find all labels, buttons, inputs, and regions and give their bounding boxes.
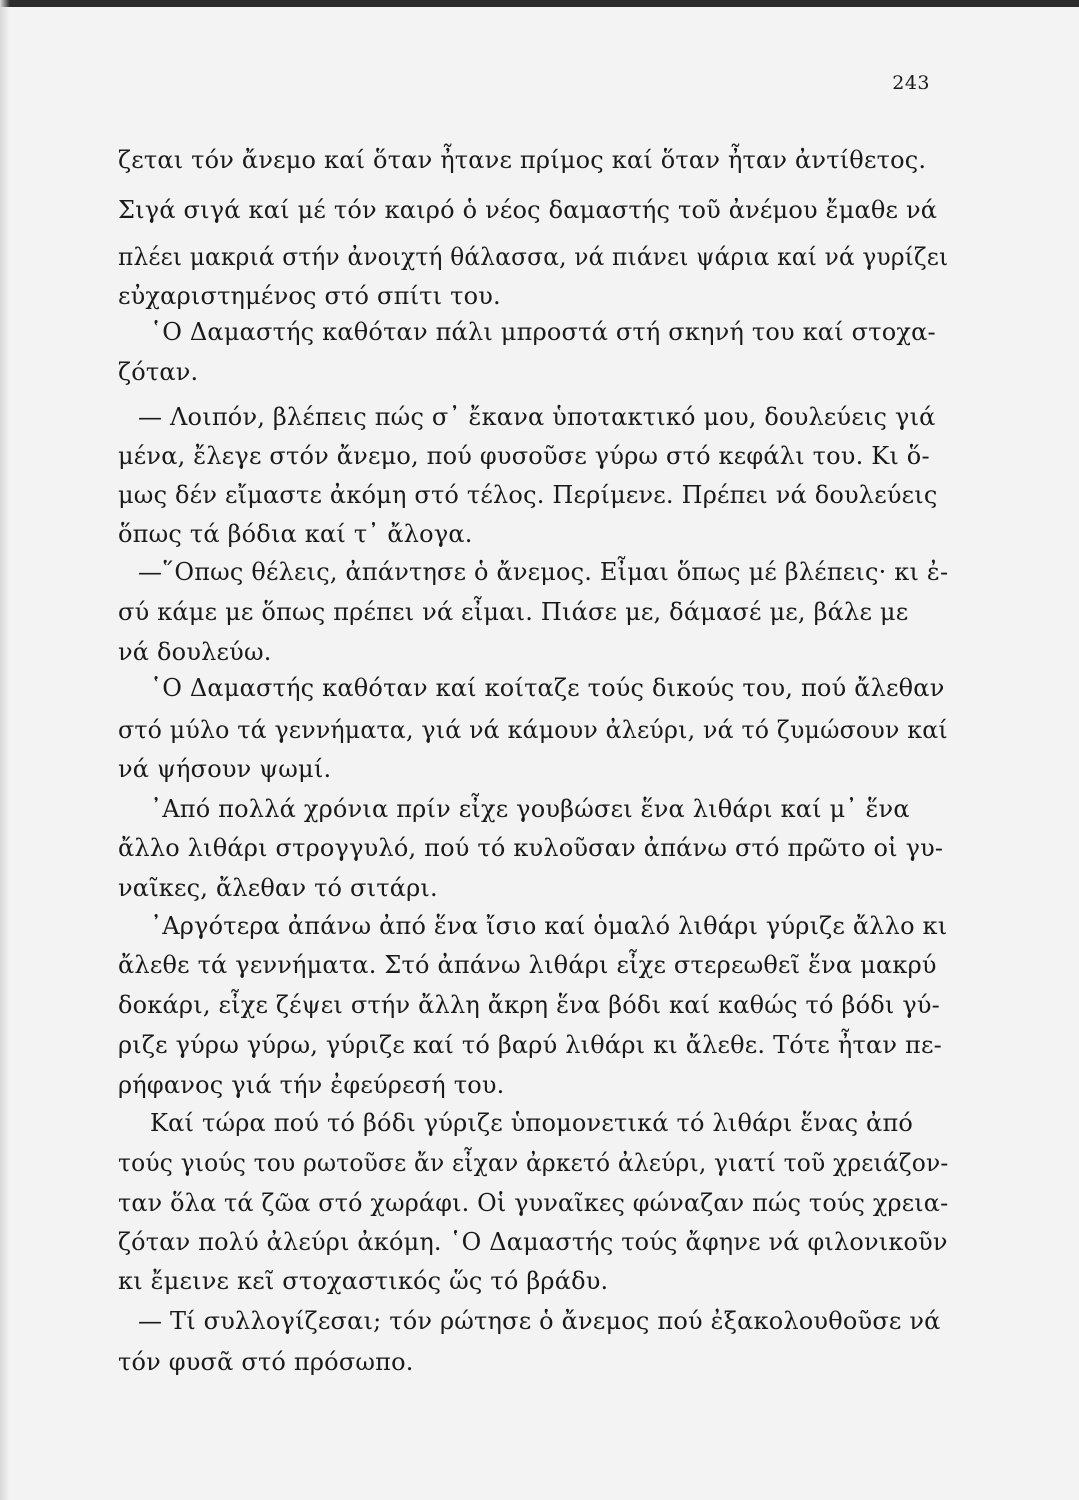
text-line: μένα, ἔλεγε στόν ἄνεμο, πού φυσοῦσε γύρω στό κεφάλι του. Κι ὅ- bbox=[118, 442, 930, 470]
text-line: ᾽Από πολλά χρόνια πρίν εἶχε γουβώσει ἕνα λιθάρι καί μ᾽ ἕνα bbox=[150, 795, 910, 823]
text-line: ᾽Αργότερα ἀπάνω ἀπό ἕνα ἴσιο καί ὁμαλό λιθάρι γύριζε ἄλλο κι bbox=[150, 912, 948, 940]
text-line: Σιγά σιγά καί μέ τόν καιρό ὁ νέος δαμαστής τοῦ ἀνέμου ἔμαθε νά bbox=[118, 196, 938, 224]
text-line: Καί τώρα πού τό βόδι γύριζε ὑπομονετικά τό λιθάρι ἕνας ἀπό bbox=[150, 1109, 914, 1137]
text-line: τούς γιούς του ρωτοῦσε ἄν εἶχαν ἀρκετό ἀλεύρι, γιατί τοῦ χρειάζον- bbox=[118, 1149, 949, 1177]
text-line: ἄλλο λιθάρι στρογγυλό, πού τό κυλοῦσαν ἀπάνω στό πρῶτο οἱ γυ- bbox=[118, 834, 944, 862]
text-line: σύ κάμε με ὅπως πρέπει νά εἶμαι. Πιάσε με, δάμασέ με, βάλε με bbox=[118, 598, 909, 626]
text-line: ῾Ο Δαμαστής καθόταν καί κοίταζε τούς δικούς του, πού ἄλεθαν bbox=[150, 674, 945, 702]
page-number: 243 bbox=[892, 72, 930, 94]
page-gutter-shadow bbox=[0, 0, 10, 1500]
text-line: ῾Ο Δαμαστής καθόταν πάλι μπροστά στή σκηνή του καί στοχα- bbox=[150, 318, 936, 346]
text-line: ζόταν. bbox=[118, 358, 199, 386]
text-line: μως δέν εἴμαστε ἀκόμη στό τέλος. Περίμενε. Πρέπει νά δουλεύεις bbox=[118, 481, 938, 509]
text-line: πλέει μακριά στήν ἀνοιχτή θάλασσα, νά πιάνει ψάρια καί νά γυρίζει bbox=[118, 243, 949, 271]
text-line: τόν φυσᾶ στό πρόσωπο. bbox=[118, 1348, 414, 1376]
text-line: ριζε γύρω γύρω, γύριζε καί τό βαρύ λιθάρι κι ἄλεθε. Τότε ἦταν πε- bbox=[118, 1031, 942, 1059]
text-line: κι ἔμεινε κεῖ στοχαστικός ὥς τό βράδυ. bbox=[118, 1267, 609, 1295]
text-line: — Τί συλλογίζεσαι; τόν ρώτησε ὁ ἄνεμος πού ἐξακολουθοῦσε νά bbox=[138, 1307, 941, 1335]
text-line: δοκάρι, εἶχε ζέψει στήν ἄλλη ἄκρη ἕνα βόδι καί καθώς τό βόδι γύ- bbox=[118, 991, 940, 1019]
text-line: ναῖκες, ἄλεθαν τό σιτάρι. bbox=[118, 874, 438, 902]
text-line: ταν ὅλα τά ζῶα στό χωράφι. Οἱ γυναῖκες φώναζαν πώς τούς χρεια- bbox=[118, 1189, 949, 1217]
text-line: — Λοιπόν, βλέπεις πώς σ᾽ ἔκανα ὑποτακτικό μου, δουλεύεις γιά bbox=[138, 403, 936, 431]
text-line: νά ψήσουν ψωμί. bbox=[118, 755, 332, 783]
text-line: στό μύλο τά γεννήματα, γιά νά κάμουν ἀλεύρι, νά τό ζυμώσουν καί bbox=[118, 716, 948, 744]
text-line: —῞Οπως θέλεις, ἀπάντησε ὁ ἄνεμος. Εἶμαι ὅπως μέ βλέπεις· κι ἐ- bbox=[138, 558, 949, 586]
text-line: ζόταν πολύ ἀλεύρι ἀκόμη. ῾Ο Δαμαστής τούς ἄφηνε νά φιλονικοῦν bbox=[118, 1228, 948, 1256]
text-line: ἄλεθε τά γεννήματα. Στό ἀπάνω λιθάρι εἶχε στερεωθεῖ ἕνα μακρύ bbox=[118, 951, 937, 979]
text-line: ζεται τόν ἄνεμο καί ὅταν ἦτανε πρίμος καί ὅταν ἦταν ἀντίθετος. bbox=[118, 146, 927, 174]
text-line: νά δουλεύω. bbox=[118, 638, 272, 666]
text-line: εὐχαριστημένος στό σπίτι του. bbox=[118, 282, 501, 310]
page-top-edge bbox=[0, 0, 1079, 7]
text-line: ρήφανος γιά τήν ἐφεύρεσή του. bbox=[118, 1071, 505, 1099]
text-line: ὅπως τά βόδια καί τ᾽ ἄλογα. bbox=[118, 520, 473, 548]
